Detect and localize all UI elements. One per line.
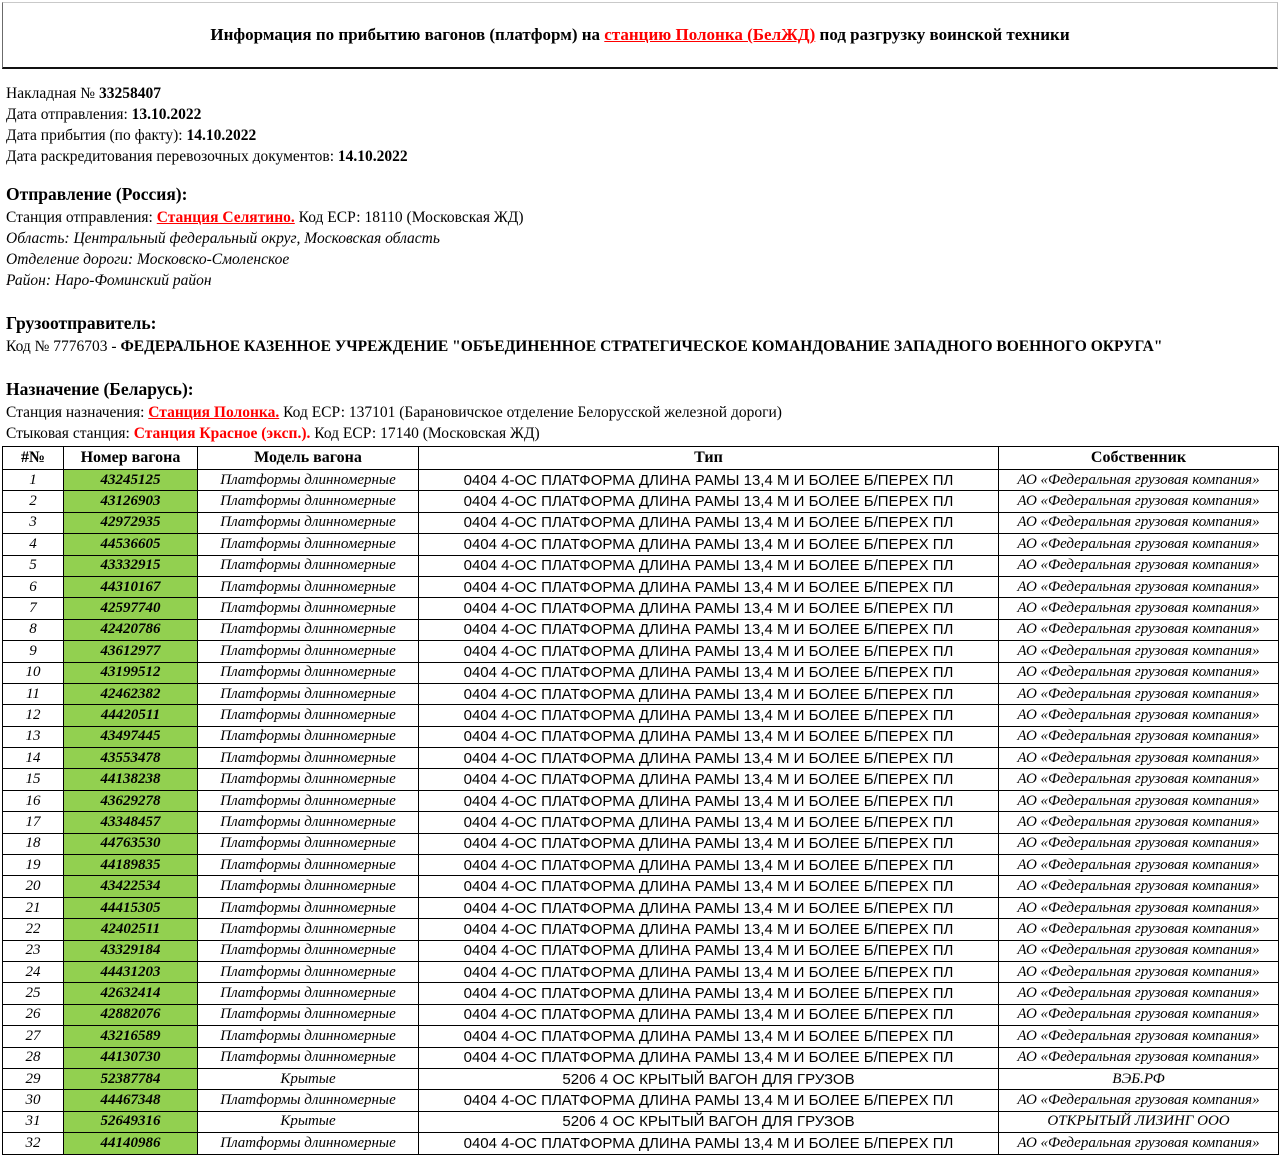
arrival-date-line <box>6 125 1280 146</box>
wagon-number-cell: 43553478 <box>64 748 198 769</box>
wagon-owner-cell: АО «Федеральная грузовая компания» <box>999 619 1279 640</box>
departure-station-line <box>6 207 1280 228</box>
wagon-model-cell: Платформы длинномерные <box>198 662 419 683</box>
wagon-type-cell: 0404 4-ОС ПЛАТФОРМА ДЛИНА РАМЫ 13,4 М И БОЛЕЕ Б/ПЕРЕХ ПЛ <box>419 790 999 811</box>
wagon-number-cell: 44763530 <box>64 833 198 854</box>
wagon-number-cell: 44130730 <box>64 1047 198 1068</box>
table-row <box>3 1111 1279 1132</box>
wagon-type-cell: 0404 4-ОС ПЛАТФОРМА ДЛИНА РАМЫ 13,4 М И БОЛЕЕ Б/ПЕРЕХ ПЛ <box>419 555 999 576</box>
wagon-type-cell: 0404 4-ОС ПЛАТФОРМА ДЛИНА РАМЫ 13,4 М И БОЛЕЕ Б/ПЕРЕХ ПЛ <box>419 897 999 918</box>
wagon-model-cell: Платформы длинномерные <box>198 512 419 533</box>
wagon-number-cell: 44415305 <box>64 897 198 918</box>
table-row <box>3 812 1279 833</box>
table-row <box>3 641 1279 662</box>
table-row <box>3 1047 1279 1068</box>
wagon-model-cell: Платформы длинномерные <box>198 1004 419 1025</box>
wagon-owner-cell: АО «Федеральная грузовая компания» <box>999 1133 1279 1154</box>
wagon-model-cell: Платформы длинномерные <box>198 555 419 576</box>
wagon-type-cell: 0404 4-ОС ПЛАТФОРМА ДЛИНА РАМЫ 13,4 М И БОЛЕЕ Б/ПЕРЕХ ПЛ <box>419 726 999 747</box>
wagon-owner-cell: АО «Федеральная грузовая компания» <box>999 598 1279 619</box>
wagon-model-cell: Платформы длинномерные <box>198 1090 419 1111</box>
destination-station-code: Код ЕСР: 137101 (Барановичское отделение Белорусской железной дороги) <box>279 404 782 421</box>
wagon-owner-cell: АО «Федеральная грузовая компания» <box>999 641 1279 662</box>
title-station-link[interactable]: станцию Полонка (БелЖД) <box>604 25 816 44</box>
wagon-type-cell: 0404 4-ОС ПЛАТФОРМА ДЛИНА РАМЫ 13,4 М И БОЛЕЕ Б/ПЕРЕХ ПЛ <box>419 769 999 790</box>
junction-station-code: Код ЕСР: 17140 (Московская ЖД) <box>310 425 540 442</box>
wagon-number-cell: 43348457 <box>64 812 198 833</box>
wagon-number-cell: 42632414 <box>64 983 198 1004</box>
row-number-cell: 2 <box>3 491 64 512</box>
release-date-label: Дата раскредитования перевозочных документов: <box>6 148 338 165</box>
wagon-type-cell: 0404 4-ОС ПЛАТФОРМА ДЛИНА РАМЫ 13,4 М И БОЛЕЕ Б/ПЕРЕХ ПЛ <box>419 470 999 491</box>
wagon-model-cell: Платформы длинномерные <box>198 705 419 726</box>
row-number-cell: 19 <box>3 855 64 876</box>
departure-section-heading: Отправление (Россия): <box>6 184 188 204</box>
row-number-cell: 32 <box>3 1133 64 1154</box>
table-row <box>3 940 1279 961</box>
wagon-number-cell: 52649316 <box>64 1111 198 1132</box>
shipper-section <box>6 311 1280 357</box>
wagon-owner-cell: АО «Федеральная грузовая компания» <box>999 683 1279 704</box>
destination-station-line <box>6 402 1280 423</box>
wagon-number-cell: 42402511 <box>64 919 198 940</box>
page-title <box>210 25 1069 45</box>
wagon-model-cell: Крытые <box>198 1111 419 1132</box>
waybill-number-value: 33258407 <box>98 85 161 102</box>
wagon-owner-cell: АО «Федеральная грузовая компания» <box>999 919 1279 940</box>
wagons-table <box>2 446 1279 1155</box>
departure-station-code: Код ЕСР: 18110 (Московская ЖД) <box>294 209 524 226</box>
wagon-type-cell: 0404 4-ОС ПЛАТФОРМА ДЛИНА РАМЫ 13,4 М И БОЛЕЕ Б/ПЕРЕХ ПЛ <box>419 619 999 640</box>
row-number-cell: 6 <box>3 576 64 597</box>
table-row <box>3 1068 1279 1089</box>
junction-station-label: Стыковая станция: <box>6 425 134 442</box>
wagon-model-cell: Платформы длинномерные <box>198 790 419 811</box>
wagon-owner-cell: АО «Федеральная грузовая компания» <box>999 491 1279 512</box>
wagon-owner-cell: АО «Федеральная грузовая компания» <box>999 876 1279 897</box>
wagon-type-cell: 0404 4-ОС ПЛАТФОРМА ДЛИНА РАМЫ 13,4 М И БОЛЕЕ Б/ПЕРЕХ ПЛ <box>419 683 999 704</box>
departure-date-value: 13.10.2022 <box>131 106 202 123</box>
row-number-cell: 18 <box>3 833 64 854</box>
departure-division-line: Отделение дороги: Московско-Смоленское <box>6 251 290 268</box>
wagon-model-cell: Платформы длинномерные <box>198 940 419 961</box>
wagon-type-cell: 0404 4-ОС ПЛАТФОРМА ДЛИНА РАМЫ 13,4 М И БОЛЕЕ Б/ПЕРЕХ ПЛ <box>419 1047 999 1068</box>
departure-date-line <box>6 104 1280 125</box>
column-header-index: #№ <box>3 447 64 470</box>
wagon-number-cell: 44138238 <box>64 769 198 790</box>
destination-station-label: Станция назначения: <box>6 404 149 421</box>
wagon-number-cell: 44420511 <box>64 705 198 726</box>
table-row <box>3 705 1279 726</box>
wagon-number-cell: 42462382 <box>64 683 198 704</box>
wagon-number-cell: 44536605 <box>64 534 198 555</box>
table-row <box>3 1004 1279 1025</box>
junction-station-link[interactable]: Станция Красное (эксп.). <box>133 425 311 442</box>
row-number-cell: 26 <box>3 1004 64 1025</box>
departure-date-label: Дата отправления: <box>6 106 132 123</box>
wagon-number-cell: 44189835 <box>64 855 198 876</box>
wagon-model-cell: Платформы длинномерные <box>198 983 419 1004</box>
table-row <box>3 769 1279 790</box>
title-banner <box>2 2 1278 69</box>
departure-station-link[interactable]: Станция Селятино. <box>156 209 295 226</box>
departure-region-line: Область: Центральный федеральный округ, Московская область <box>6 230 440 247</box>
wagon-model-cell: Платформы длинномерные <box>198 769 419 790</box>
table-row <box>3 876 1279 897</box>
row-number-cell: 23 <box>3 940 64 961</box>
row-number-cell: 27 <box>3 1026 64 1047</box>
wagon-type-cell: 0404 4-ОС ПЛАТФОРМА ДЛИНА РАМЫ 13,4 М И БОЛЕЕ Б/ПЕРЕХ ПЛ <box>419 1004 999 1025</box>
row-number-cell: 30 <box>3 1090 64 1111</box>
table-row <box>3 555 1279 576</box>
wagon-model-cell: Платформы длинномерные <box>198 726 419 747</box>
wagon-number-cell: 43629278 <box>64 790 198 811</box>
wagon-model-cell: Платформы длинномерные <box>198 641 419 662</box>
table-row <box>3 897 1279 918</box>
row-number-cell: 25 <box>3 983 64 1004</box>
wagon-owner-cell: АО «Федеральная грузовая компания» <box>999 833 1279 854</box>
wagon-model-cell: Платформы длинномерные <box>198 876 419 897</box>
row-number-cell: 9 <box>3 641 64 662</box>
wagon-type-cell: 0404 4-ОС ПЛАТФОРМА ДЛИНА РАМЫ 13,4 М И БОЛЕЕ Б/ПЕРЕХ ПЛ <box>419 855 999 876</box>
row-number-cell: 1 <box>3 470 64 491</box>
table-row <box>3 662 1279 683</box>
wagon-number-cell: 43329184 <box>64 940 198 961</box>
wagon-type-cell: 0404 4-ОС ПЛАТФОРМА ДЛИНА РАМЫ 13,4 М И БОЛЕЕ Б/ПЕРЕХ ПЛ <box>419 662 999 683</box>
departure-section <box>6 182 1280 291</box>
wagon-type-cell: 0404 4-ОС ПЛАТФОРМА ДЛИНА РАМЫ 13,4 М И БОЛЕЕ Б/ПЕРЕХ ПЛ <box>419 983 999 1004</box>
row-number-cell: 12 <box>3 705 64 726</box>
title-suffix: под разгрузку воинской техники <box>815 25 1070 44</box>
wagon-owner-cell: АО «Федеральная грузовая компания» <box>999 705 1279 726</box>
row-number-cell: 8 <box>3 619 64 640</box>
wagon-owner-cell: АО «Федеральная грузовая компания» <box>999 855 1279 876</box>
title-prefix: Информация по прибытию вагонов (платформ) на <box>210 25 605 44</box>
column-header-wagon-number: Номер вагона <box>64 447 198 470</box>
wagon-number-cell: 43199512 <box>64 662 198 683</box>
wagon-owner-cell: АО «Федеральная грузовая компания» <box>999 983 1279 1004</box>
column-header-owner: Собственник <box>999 447 1279 470</box>
table-row <box>3 726 1279 747</box>
destination-section <box>6 377 1280 444</box>
table-row <box>3 919 1279 940</box>
wagon-number-cell: 43245125 <box>64 470 198 491</box>
wagon-type-cell: 5206 4 ОС КРЫТЫЙ ВАГОН ДЛЯ ГРУЗОВ <box>419 1068 999 1089</box>
wagon-type-cell: 0404 4-ОС ПЛАТФОРМА ДЛИНА РАМЫ 13,4 М И БОЛЕЕ Б/ПЕРЕХ ПЛ <box>419 940 999 961</box>
release-date-value: 14.10.2022 <box>337 148 408 165</box>
release-date-line <box>6 146 1280 167</box>
wagon-model-cell: Платформы длинномерные <box>198 534 419 555</box>
wagon-number-cell: 44431203 <box>64 961 198 982</box>
table-row <box>3 748 1279 769</box>
table-row <box>3 683 1279 704</box>
row-number-cell: 10 <box>3 662 64 683</box>
table-row <box>3 470 1279 491</box>
wagon-type-cell: 0404 4-ОС ПЛАТФОРМА ДЛИНА РАМЫ 13,4 М И БОЛЕЕ Б/ПЕРЕХ ПЛ <box>419 748 999 769</box>
shipper-name: ФЕДЕРАЛЬНОЕ КАЗЕННОЕ УЧРЕЖДЕНИЕ "ОБЪЕДИНЕННОЕ СТРАТЕГИЧЕСКОЕ КОМАНДОВАНИЕ ЗАПАДНОГО ВОЕННОГО ОКРУГА" <box>120 338 1163 355</box>
row-number-cell: 20 <box>3 876 64 897</box>
wagon-type-cell: 5206 4 ОС КРЫТЫЙ ВАГОН ДЛЯ ГРУЗОВ <box>419 1111 999 1132</box>
wagon-owner-cell: АО «Федеральная грузовая компания» <box>999 1047 1279 1068</box>
wagon-number-cell: 43126903 <box>64 491 198 512</box>
wagon-owner-cell: ВЭБ.РФ <box>999 1068 1279 1089</box>
wagon-owner-cell: АО «Федеральная грузовая компания» <box>999 1026 1279 1047</box>
wagon-number-cell: 43497445 <box>64 726 198 747</box>
column-header-wagon-model: Модель вагона <box>198 447 419 470</box>
waybill-number-label: Накладная № <box>6 85 99 102</box>
shipper-line <box>6 336 1280 357</box>
wagon-owner-cell: АО «Федеральная грузовая компания» <box>999 512 1279 533</box>
wagon-model-cell: Платформы длинномерные <box>198 470 419 491</box>
wagon-type-cell: 0404 4-ОС ПЛАТФОРМА ДЛИНА РАМЫ 13,4 М И БОЛЕЕ Б/ПЕРЕХ ПЛ <box>419 534 999 555</box>
wagon-model-cell: Платформы длинномерные <box>198 961 419 982</box>
wagon-number-cell: 42882076 <box>64 1004 198 1025</box>
wagon-owner-cell: АО «Федеральная грузовая компания» <box>999 534 1279 555</box>
junction-station-line <box>6 423 1280 444</box>
wagon-owner-cell: АО «Федеральная грузовая компания» <box>999 748 1279 769</box>
wagon-model-cell: Платформы длинномерные <box>198 619 419 640</box>
wagon-owner-cell: АО «Федеральная грузовая компания» <box>999 555 1279 576</box>
wagon-model-cell: Платформы длинномерные <box>198 919 419 940</box>
wagon-type-cell: 0404 4-ОС ПЛАТФОРМА ДЛИНА РАМЫ 13,4 М И БОЛЕЕ Б/ПЕРЕХ ПЛ <box>419 919 999 940</box>
wagon-owner-cell: АО «Федеральная грузовая компания» <box>999 897 1279 918</box>
wagon-owner-cell: АО «Федеральная грузовая компания» <box>999 576 1279 597</box>
wagon-model-cell: Платформы длинномерные <box>198 1047 419 1068</box>
wagon-number-cell: 52387784 <box>64 1068 198 1089</box>
row-number-cell: 14 <box>3 748 64 769</box>
row-number-cell: 4 <box>3 534 64 555</box>
destination-station-link[interactable]: Станция Полонка. <box>148 404 280 421</box>
wagon-number-cell: 42972935 <box>64 512 198 533</box>
wagon-model-cell: Платформы длинномерные <box>198 1026 419 1047</box>
wagon-type-cell: 0404 4-ОС ПЛАТФОРМА ДЛИНА РАМЫ 13,4 М И БОЛЕЕ Б/ПЕРЕХ ПЛ <box>419 961 999 982</box>
wagon-number-cell: 44310167 <box>64 576 198 597</box>
row-number-cell: 21 <box>3 897 64 918</box>
wagon-model-cell: Платформы длинномерные <box>198 491 419 512</box>
table-row <box>3 1133 1279 1154</box>
wagon-model-cell: Платформы длинномерные <box>198 855 419 876</box>
wagon-number-cell: 43612977 <box>64 641 198 662</box>
table-row <box>3 961 1279 982</box>
wagon-model-cell: Платформы длинномерные <box>198 833 419 854</box>
wagon-model-cell: Платформы длинномерные <box>198 1133 419 1154</box>
row-number-cell: 16 <box>3 790 64 811</box>
wagon-number-cell: 44467348 <box>64 1090 198 1111</box>
table-row <box>3 833 1279 854</box>
shipper-section-heading: Грузоотправитель: <box>6 313 157 333</box>
wagon-number-cell: 42597740 <box>64 598 198 619</box>
wagon-type-cell: 0404 4-ОС ПЛАТФОРМА ДЛИНА РАМЫ 13,4 М И БОЛЕЕ Б/ПЕРЕХ ПЛ <box>419 1026 999 1047</box>
wagon-number-cell: 42420786 <box>64 619 198 640</box>
wagon-model-cell: Платформы длинномерные <box>198 576 419 597</box>
wagon-type-cell: 0404 4-ОС ПЛАТФОРМА ДЛИНА РАМЫ 13,4 М И БОЛЕЕ Б/ПЕРЕХ ПЛ <box>419 641 999 662</box>
row-number-cell: 15 <box>3 769 64 790</box>
wagon-number-cell: 43422534 <box>64 876 198 897</box>
table-row <box>3 619 1279 640</box>
table-row <box>3 598 1279 619</box>
row-number-cell: 13 <box>3 726 64 747</box>
wagon-model-cell: Платформы длинномерные <box>198 748 419 769</box>
wagon-number-cell: 43332915 <box>64 555 198 576</box>
wagon-type-cell: 0404 4-ОС ПЛАТФОРМА ДЛИНА РАМЫ 13,4 М И БОЛЕЕ Б/ПЕРЕХ ПЛ <box>419 833 999 854</box>
wagon-owner-cell: АО «Федеральная грузовая компания» <box>999 662 1279 683</box>
row-number-cell: 11 <box>3 683 64 704</box>
arrival-date-value: 14.10.2022 <box>186 127 257 144</box>
row-number-cell: 28 <box>3 1047 64 1068</box>
row-number-cell: 17 <box>3 812 64 833</box>
wagon-type-cell: 0404 4-ОС ПЛАТФОРМА ДЛИНА РАМЫ 13,4 М И БОЛЕЕ Б/ПЕРЕХ ПЛ <box>419 491 999 512</box>
table-row <box>3 576 1279 597</box>
wagon-model-cell: Платформы длинномерные <box>198 598 419 619</box>
wagon-type-cell: 0404 4-ОС ПЛАТФОРМА ДЛИНА РАМЫ 13,4 М И БОЛЕЕ Б/ПЕРЕХ ПЛ <box>419 812 999 833</box>
table-row <box>3 983 1279 1004</box>
destination-section-heading: Назначение (Беларусь): <box>6 379 194 399</box>
wagon-owner-cell: АО «Федеральная грузовая компания» <box>999 470 1279 491</box>
row-number-cell: 5 <box>3 555 64 576</box>
row-number-cell: 31 <box>3 1111 64 1132</box>
table-row <box>3 534 1279 555</box>
wagon-owner-cell: АО «Федеральная грузовая компания» <box>999 790 1279 811</box>
wagon-type-cell: 0404 4-ОС ПЛАТФОРМА ДЛИНА РАМЫ 13,4 М И БОЛЕЕ Б/ПЕРЕХ ПЛ <box>419 1090 999 1111</box>
table-row <box>3 790 1279 811</box>
row-number-cell: 3 <box>3 512 64 533</box>
arrival-date-label: Дата прибытия (по факту): <box>6 127 187 144</box>
waybill-info <box>6 83 1280 167</box>
wagon-owner-cell: АО «Федеральная грузовая компания» <box>999 769 1279 790</box>
table-header-row <box>3 447 1279 470</box>
column-header-type: Тип <box>419 447 999 470</box>
wagon-type-cell: 0404 4-ОС ПЛАТФОРМА ДЛИНА РАМЫ 13,4 М И БОЛЕЕ Б/ПЕРЕХ ПЛ <box>419 512 999 533</box>
wagon-owner-cell: АО «Федеральная грузовая компания» <box>999 1004 1279 1025</box>
departure-station-label: Станция отправления: <box>6 209 157 226</box>
wagon-owner-cell: АО «Федеральная грузовая компания» <box>999 961 1279 982</box>
wagon-owner-cell: АО «Федеральная грузовая компания» <box>999 1090 1279 1111</box>
table-row <box>3 855 1279 876</box>
wagon-number-cell: 43216589 <box>64 1026 198 1047</box>
wagon-type-cell: 0404 4-ОС ПЛАТФОРМА ДЛИНА РАМЫ 13,4 М И БОЛЕЕ Б/ПЕРЕХ ПЛ <box>419 705 999 726</box>
wagon-type-cell: 0404 4-ОС ПЛАТФОРМА ДЛИНА РАМЫ 13,4 М И БОЛЕЕ Б/ПЕРЕХ ПЛ <box>419 598 999 619</box>
wagon-type-cell: 0404 4-ОС ПЛАТФОРМА ДЛИНА РАМЫ 13,4 М И БОЛЕЕ Б/ПЕРЕХ ПЛ <box>419 576 999 597</box>
wagon-number-cell: 44140986 <box>64 1133 198 1154</box>
row-number-cell: 29 <box>3 1068 64 1089</box>
wagon-model-cell: Платформы длинномерные <box>198 683 419 704</box>
wagon-type-cell: 0404 4-ОС ПЛАТФОРМА ДЛИНА РАМЫ 13,4 М И БОЛЕЕ Б/ПЕРЕХ ПЛ <box>419 1133 999 1154</box>
departure-district-line: Район: Наро-Фоминский район <box>6 272 212 289</box>
wagon-owner-cell: АО «Федеральная грузовая компания» <box>999 940 1279 961</box>
wagon-owner-cell: ОТКРЫТЫЙ ЛИЗИНГ ООО <box>999 1111 1279 1132</box>
shipper-code-label: Код № 7776703 - <box>6 338 121 355</box>
table-row <box>3 1090 1279 1111</box>
wagon-model-cell: Платформы длинномерные <box>198 812 419 833</box>
wagon-owner-cell: АО «Федеральная грузовая компания» <box>999 812 1279 833</box>
waybill-number-line <box>6 83 1280 104</box>
table-row <box>3 1026 1279 1047</box>
wagon-type-cell: 0404 4-ОС ПЛАТФОРМА ДЛИНА РАМЫ 13,4 М И БОЛЕЕ Б/ПЕРЕХ ПЛ <box>419 876 999 897</box>
row-number-cell: 24 <box>3 961 64 982</box>
wagon-owner-cell: АО «Федеральная грузовая компания» <box>999 726 1279 747</box>
table-row <box>3 512 1279 533</box>
row-number-cell: 7 <box>3 598 64 619</box>
wagon-model-cell: Крытые <box>198 1068 419 1089</box>
wagon-model-cell: Платформы длинномерные <box>198 897 419 918</box>
row-number-cell: 22 <box>3 919 64 940</box>
table-row <box>3 491 1279 512</box>
